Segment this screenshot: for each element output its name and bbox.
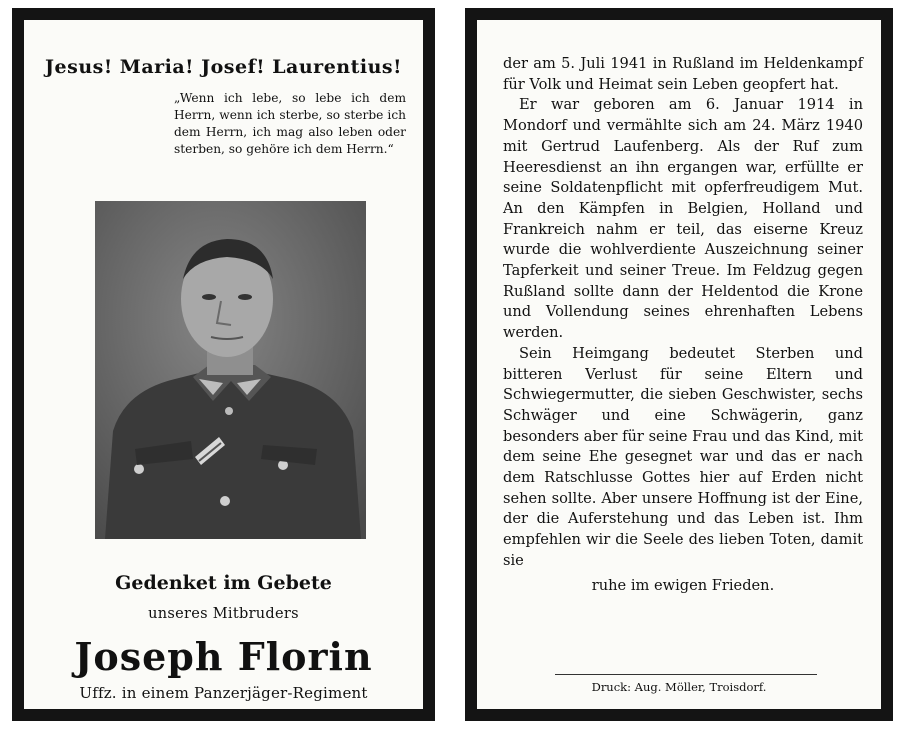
memorial-card-back <box>465 8 893 721</box>
divider-line <box>555 674 817 675</box>
devotional-heading: Jesus! Maria! Josef! Laurentius! <box>45 56 402 78</box>
memorial-line-prayer: Gedenket im Gebete <box>115 572 332 594</box>
printer-imprint: Druck: Aug. Möller, Troisdorf. <box>591 680 767 694</box>
deceased-name: Joseph Florin <box>74 634 373 679</box>
soldier-portrait-photo <box>95 201 366 539</box>
obituary-paragraph-3: Sein Heimgang bedeutet Sterben und bitteren Verlust für seine Eltern und Schwiegermutter, die sieben Geschwister, sechs Schwäger und eine Schwägerin, ganz besonders aber für seine Frau und das Kind, mit dem seine Ehe gesegnet war und das er nach dem Ratschlusse Gottes hier auf Erden nicht sehen sollte. Aber unsere Hoffnung ist der Eine, der die Auferstehung und das Leben ist. Ihm empfehlen wir die Seele des lieben Toten, damit sie <box>503 344 863 569</box>
closing-line: ruhe im ewigen Frieden. <box>591 576 775 594</box>
obituary-paragraph-2: Er war geboren am 6. Januar 1914 in Mondorf und vermählte sich am 24. März 1940 mit Gertrud Laufenberg. Als der Ruf zum Heeresdienst an ihn ergangen war, erfüllte er seine Soldatenpflicht mit opferfreudigem Mut. An den Kämpfen in Belgien, Holland und Frankreich nahm er teil, das eiserne Kreuz wurde die wohlverdiente Auszeichnung seiner Tapferkeit und seiner Treue. Im Feldzug gegen Rußland sollte dann der Heldentod die Krone und Vollendung seines ehrenhaften Lebens werden. <box>503 96 863 342</box>
scripture-quote: „Wenn ich lebe, so lebe ich dem Herrn, wenn ich sterbe, so sterbe ich dem Herrn, ich mag also leben oder sterben, so gehöre ich dem Herrn.“ <box>174 91 406 156</box>
memorial-line-brother: unseres Mitbruders <box>148 606 299 622</box>
obituary-paragraph-1: der am 5. Juli 1941 in Rußland im Heldenkampf für Volk und Heimat sein Leben geopfert hat. <box>503 55 863 93</box>
military-rank: Uffz. in einem Panzerjäger-Regiment <box>79 684 368 702</box>
memorial-card-front <box>12 8 435 721</box>
obituary-text <box>503 54 863 596</box>
portrait-illustration <box>95 201 366 539</box>
